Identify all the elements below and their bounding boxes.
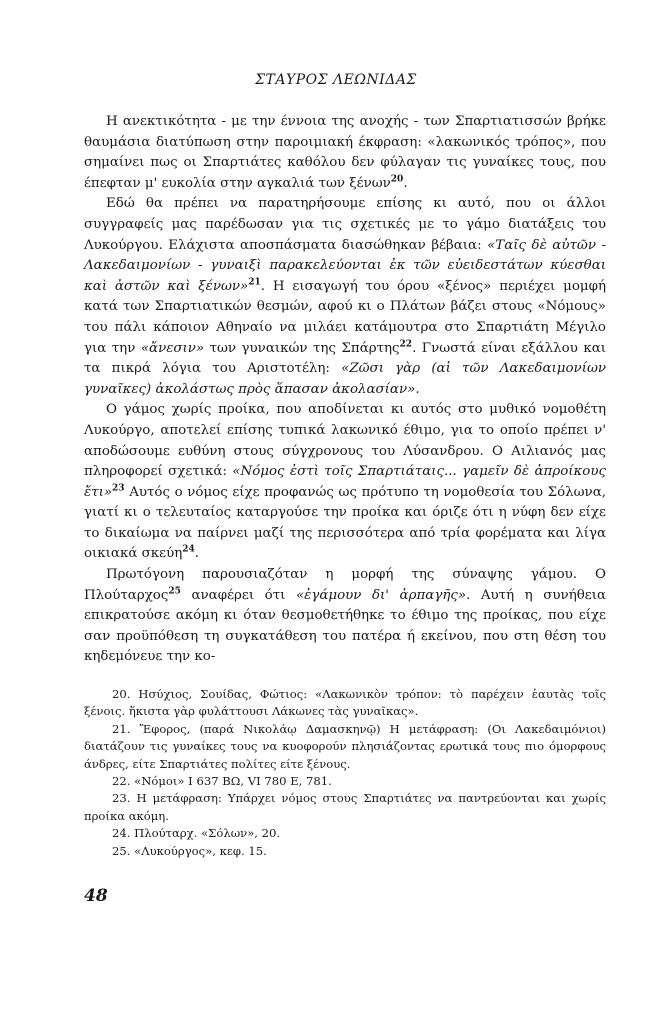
footnote [84,843,606,860]
text-run: 25. «Λυκούργος», κεφ. 15. [112,843,267,858]
text-run: . [403,175,408,191]
footnote-ref: 20 [390,174,404,185]
text-run: 20. [112,687,139,701]
footnote-ref: 24 [182,545,195,555]
italic-text: Πλούταρχ. [134,826,198,841]
text-run: Πρωτόγονη παρουσιαζόταν η μορφή της σύναψης γάμου. Ο Πλούταρχος [84,567,606,603]
text-run: Εδώ θα πρέπει να παρατηρήσουμε επίσης κι αυτό, που οι άλλοι συγγραφείς μας παρέδωσαν για τις σχετικές με το γάμο διατάξεις του Λυκούργου. Ελάχιστα αποσπάσματα διασώθηκαν βέβαια: [84,196,606,253]
paragraph [84,400,606,565]
text-run: 23. Η μετάφραση: Υπάρχει νόμος στους Σπαρτιάτες να παντρεύονται και χωρίς προίκα ακόμη. [84,791,606,823]
running-header: ΣΤΑΥΡΟΣ ΛΕΩΝΙΔΑΣ [255,72,417,88]
text-run: . [194,546,200,562]
footnote-ref: 21 [248,277,261,288]
text-run: Ο γάμος χωρίς προίκα, που αποδίνεται κι αυτός στο μυθικό νομοθέτη Λυκούργο, αποτελεί επίσης τυπικά λακωνικό έθιμο, για το οποίο πρέπει ν' αποδώσουμε ευθύνη στους σύγχρονους του Λύσανδρου. Ο Αιλιανός μας πληροφορεί σχετικά: [84,402,606,480]
italic-text: «Ζῶσι γὰρ (αἱ τῶν Λακεδαιμονίων γυναῖκες) ἀκολάστως πρὸς ἅπασαν ἀκολασίαν» [84,361,606,397]
italic-text: «ἄνεσιν» [140,340,205,356]
paragraph [84,112,606,194]
italic-text: Ησύχιος, Σουίδας, Φώτιος [138,687,304,701]
italic-text: «ἐγάμουν δι' ἁρπαγῆς» [295,587,467,603]
footnote [84,790,606,825]
text-run: . Αυτή η συνήθεια επικρατούσε ακόμη κι όταν θεσμοθετήθηκε το έθιμο της προίκας, που είχε σαν προϋπόθεση τη συγκατάθεση του πατέρα ή εκείνου, που στη θέση του κηδεμόνευε την κο- [84,587,607,665]
footnote-ref: 23 [112,483,125,494]
footnote [84,686,606,721]
text-run: 21. [112,721,140,736]
text-run: Αυτός ο νόμος είχε προφανώς ως πρότυπο τη νομοθεσία του Σόλωνα, γιατί κι ο τελευταίος καταργούσε την προίκα και όριζε ότι η νύφη δεν είχε το δικαίωμα να παίρνει μαζί της περισσότερα από τρία φορέματα και λίγα οικιακά σκεύη [84,484,606,562]
text-run: 22. «Νόμοι» Ι 637 ΒΩ, VI 780 Ε, 781. [112,774,332,789]
italic-text: «Ταῖς δὲ αὐτῶν - Λακεδαιμονίων - γυναιξὶ παρακελεύονται ἐκ τῶν εὐειδεστάτων κύεσθαι καὶ ἀστῶν καὶ ξένων» [84,237,606,294]
paragraph [84,194,606,400]
footnote-ref: 22 [399,339,413,350]
text-run: . Η εισαγωγή του όρου «ξένος» περιέχει μομφή κατά των Σπαρτιατικών θεσμών, αφού κι ο Πλάτων βάζει στους «Νόμους» του πάλι κάποιον Αθηναίο να μιλάει κατάμουτρα στο Σπαρτιάτη Μέγιλο για την [84,278,606,356]
italic-text: Ἔφορος [139,721,187,736]
main-text [84,112,606,668]
text-run: «Σόλων», 20. [197,826,281,841]
text-run: . Γνωστά είναι εξάλλου και τα πικρά λόγια του Αριστοτέλη: [84,340,606,377]
italic-text: «Νόμος ἐστὶ τοῖς Σπαρτιάταις... γαμεῖν δὲ ἀπροίκους ἔτι» [84,464,606,500]
footnote [84,825,606,842]
page-number: 48 [84,886,108,906]
text-run: 24. [112,826,135,841]
text-run: , (παρά Νικολάῳ Δαμασκηνῷ) Η μετάφραση: (Οι Λακεδαιμόνιοι) διατάζουν τις γυναίκες τους να κυοφορούν πλησιάζοντας ερωτικά τους πιο όμορφους άνδρες, είτε Σπαρτιάτες πολίτες είτε ξένους. [84,721,606,771]
text-run: αναφέρει ότι [180,587,296,603]
footnote [84,721,606,773]
text-run: Η ανεκτικότητα - με την έννοια της ανοχής - των Σπαρτιατισσών βρήκε θαυμάσια διατύπωση στην παροιμιακή έκφραση: «λακωνικός τρόπος», που σημαίνει πως οι Σπαρτιάτες καθόλου δεν φύλαγαν τις γυναίκες τους, που έπεφταν μ' ευκολία στην αγκαλιά των ξένων [84,114,606,191]
text-run: : «Λακωνικὸν τρόπον: τὸ παρέχειν ἑαυτὰς τοῖς ξένοις. ἥκιστα γὰρ φυλάττουσι Λάκωνες τὰς γυναῖκας». [84,687,607,719]
text-run: . [415,381,420,397]
text-run: των γυναικών της Σπάρτης [204,340,400,356]
footnotes [84,686,606,860]
paragraph [84,565,606,668]
footnote-ref: 25 [168,586,181,597]
footnote [84,773,606,790]
